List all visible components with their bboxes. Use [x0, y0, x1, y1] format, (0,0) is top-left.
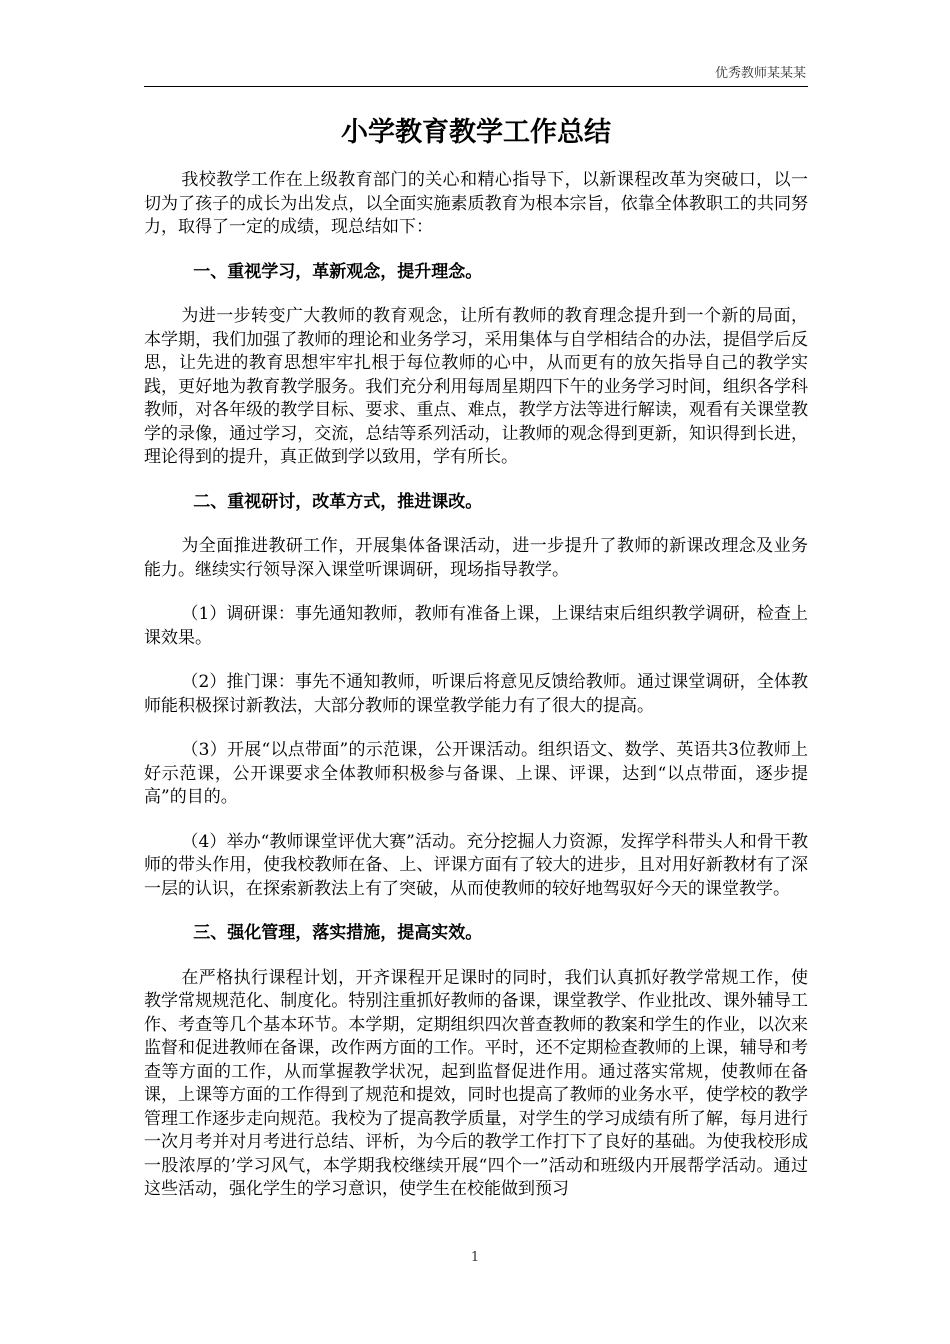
page-number: 1: [470, 1250, 480, 1265]
section2-paragraph-intro: 为全面推进教研工作，开展集体备课活动，进一步提升了教师的新课改理念及业务能力。继续实行领导深入课堂听课调研，现场指导教学。: [144, 536, 808, 580]
header-divider: [144, 86, 808, 87]
section2-item-4: （4）举办“教师课堂评优大赛”活动。充分挖掘人力资源，发挥学科带头人和骨干教师的带头作用，使我校教师在备、上、评课方面有了较大的进步，且对用好新教材有了深一层的认识，在探索新教法上有了突破，从而使教师的较好地驾驭好今天的课堂教学。: [144, 831, 808, 899]
intro-paragraph: 我校教学工作在上级教育部门的关心和精心指导下，以新课程改革为突破口，以一切为了孩子的成长为出发点，以全面实施素质教育为根本宗旨，依靠全体教职工的共同努力，取得了一定的成绩，现总结如下：: [144, 170, 808, 237]
section1-paragraph: 为进一步转变广大教师的教育观念，让所有教师的教育理念提升到一个新的局面，本学期，我们加强了教师的理论和业务学习，采用集体与自学相结合的办法，提倡学后反思，让先进的教育思想牢牢扎根于每位教师的心中，从而更有的放矢指导自己的教学实践，更好地为教育教学服务。我们充分利用每周星期四下午的业务学习时间，组织各学科教师，对各年级的教学目标、要求、重点、难点，教学方法等进行解读，观看有关课堂教学的录像，通过学习，交流，总结等系列活动，让教师的观念得到更新，知识得到长进，理论得到的提升，真正做到学以致用，学有所长。: [144, 306, 808, 467]
section2-item-1: （1）调研课：事先通知教师，教师有准备上课，上课结束后组织教学调研，检查上课效果。: [144, 604, 808, 648]
section-heading-3: 三、强化管理，落实措施，提高实效。: [193, 923, 483, 943]
section-heading-2: 二、重视研讨，改革方式，推进课改。: [193, 491, 483, 512]
page-header: 优秀教师某某某: [714, 66, 806, 81]
document-title: 小学教育教学工作总结: [341, 117, 611, 148]
document-body: [144, 169, 808, 1202]
section3-paragraph: 在严格执行课程计划，开齐课程开足课时的同时，我们认真抓好教学常规工作，使教学常规规范化、制度化。特别注重抓好教师的备课，课堂教学、作业批改、课外辅导工作、考查等几个基本环节。本学期，定期组织四次普查教师的教案和学生的作业，以次来监督和促进教师在备课，改作两方面的工作。平时，还不定期检查教师的上课，辅导和考查等方面的工作，从而掌握教学状况，起到监督促进作用。通过落实常规，使教师在备课，上课等方面的工作得到了规范和提效，同时也提高了教师的业务水平，使学校的教学管理工作逐步走向规范。我校为了提高教学质量，对学生的学习成绩有所了解，每月进行一次月考并对月考进行总结、评析，为今后的教学工作打下了良好的基础。为使我校形成一股浓厚的’学习风气，本学期我校继续开展“四个一”活动和班级内开展帮学活动。通过这些活动，强化学生的学习意识，使学生在校能做到预习: [144, 967, 808, 1199]
section-heading-1: 一、重视学习，革新观念，提升理念。: [193, 261, 483, 282]
section2-item-2: （2）推门课：事先不通知教师，听课后将意见反馈给教师。通过课堂调研，全体教师能积极探讨新教法，大部分教师的课堂教学能力有了很大的提高。: [144, 672, 808, 716]
section2-item-3: （3）开展“以点带面”的示范课，公开课活动。组织语文、数学、英语共3位教师上好示范课，公开课要求全体教师积极参与备课、上课、评课，达到“以点带面，逐步提高”的目的。: [144, 740, 808, 807]
